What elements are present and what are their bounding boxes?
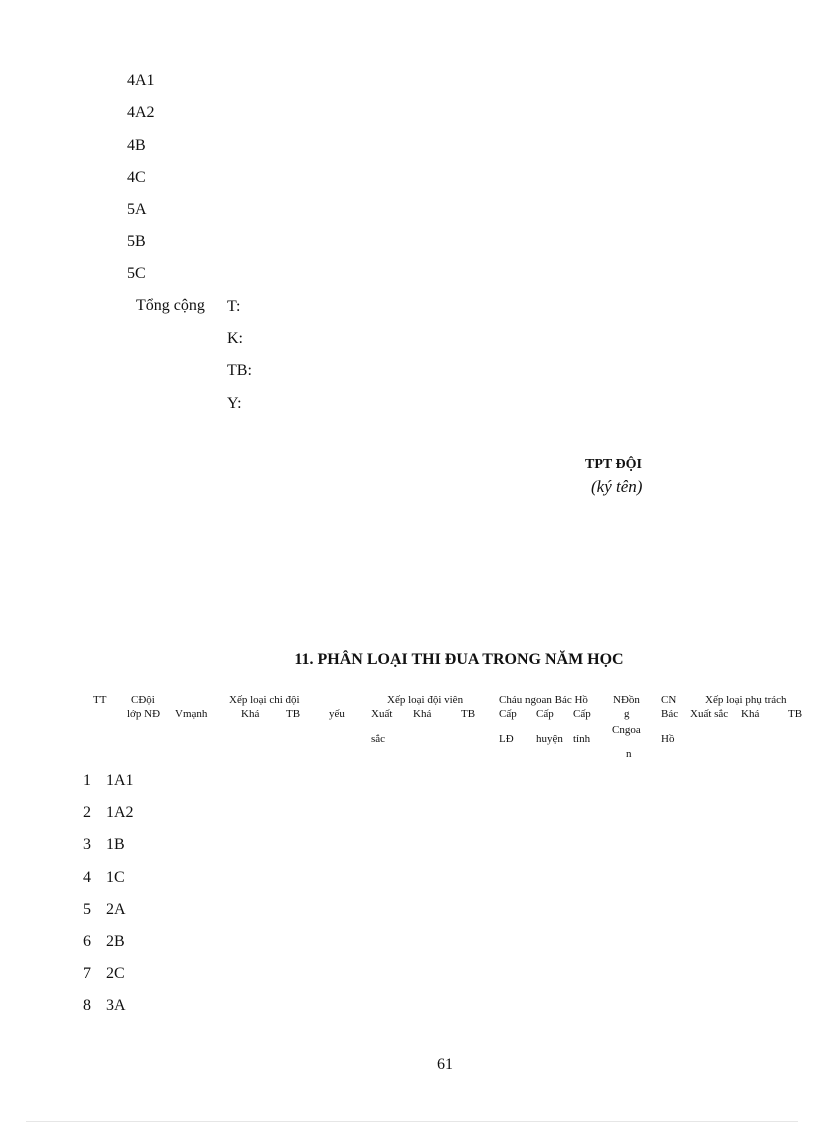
header-chau-tinh-2: tỉnh	[573, 733, 591, 745]
header-chidoi-yeu: yếu	[329, 708, 345, 720]
header-doivien-tb: TB	[461, 708, 476, 720]
class-item: 5C	[127, 265, 146, 282]
row-class: 1B	[106, 836, 125, 853]
header-nd-3: Cngoa	[612, 724, 641, 736]
page-number: 61	[437, 1056, 453, 1073]
row-tt: 4	[83, 869, 91, 886]
header-pt-group: Xếp loại phụ trách	[705, 694, 787, 706]
row-class: 2B	[106, 933, 125, 950]
total-y: Y:	[227, 395, 242, 412]
signature-title: TPT ĐỘI	[585, 457, 642, 472]
row-class: 2C	[106, 965, 125, 982]
header-vmanh: Vmạnh	[175, 708, 208, 720]
header-chau-huyen: Cấp	[536, 708, 554, 720]
header-cn-2: Bác	[661, 708, 679, 720]
row-class: 1C	[106, 869, 125, 886]
header-pt-kha: Khá	[741, 708, 760, 720]
class-item: 4C	[127, 169, 146, 186]
header-cn-3: Hồ	[661, 733, 675, 745]
row-class: 3A	[106, 997, 126, 1014]
row-class: 1A2	[106, 804, 134, 821]
row-tt: 3	[83, 836, 91, 853]
header-nd-4: n	[626, 748, 632, 760]
signature-note: (ký tên)	[591, 477, 643, 496]
header-doivien-xs: Xuất	[371, 708, 393, 720]
header-nd-2: g	[624, 708, 630, 720]
class-item: 4A2	[127, 104, 155, 121]
header-chau-huyen-2: huyện	[536, 733, 563, 745]
header-doivien-group: Xếp loại đội viên	[387, 694, 464, 706]
header-tt: TT	[93, 694, 107, 706]
page-bottom-divider	[26, 1121, 798, 1122]
row-tt: 2	[83, 804, 91, 821]
header-chau-tinh: Cấp	[573, 708, 591, 720]
header-doivien-kha: Khá	[413, 708, 432, 720]
row-tt: 7	[83, 965, 91, 982]
total-t: T:	[227, 298, 241, 315]
section-title: 11. PHÂN LOẠI THI ĐUA TRONG NĂM HỌC	[294, 651, 624, 668]
header-chidoi-tb: TB	[286, 708, 301, 720]
row-class: 2A	[106, 901, 126, 918]
total-label: Tổng cộng	[136, 297, 205, 314]
header-pt-xs: Xuất sắc	[690, 708, 729, 720]
class-item: 5A	[127, 201, 147, 218]
class-item: 5B	[127, 233, 146, 250]
header-chau-lien-2: LĐ	[499, 733, 514, 745]
row-tt: 8	[83, 997, 91, 1014]
header-cdoi-sub: lớp NĐ	[127, 708, 161, 720]
total-tb: TB:	[227, 362, 252, 379]
class-item: 4A1	[127, 72, 155, 89]
row-class: 1A1	[106, 772, 134, 789]
header-pt-tb: TB	[788, 708, 803, 720]
row-tt: 5	[83, 901, 91, 918]
header-doivien-xs-2: sắc	[371, 733, 386, 745]
header-nd: NĐồn	[613, 694, 640, 706]
total-k: K:	[227, 330, 243, 347]
header-chau-lien: Cấp	[499, 708, 517, 720]
row-tt: 6	[83, 933, 91, 950]
header-cn: CN	[661, 694, 677, 706]
row-tt: 1	[83, 772, 91, 789]
header-chidoi-group: Xếp loại chi đội	[229, 694, 300, 706]
header-chidoi-kha: Khá	[241, 708, 260, 720]
header-chau-group: Cháu ngoan Bác Hồ	[499, 694, 588, 706]
class-item: 4B	[127, 137, 146, 154]
header-cdoi: CĐội	[131, 694, 155, 706]
